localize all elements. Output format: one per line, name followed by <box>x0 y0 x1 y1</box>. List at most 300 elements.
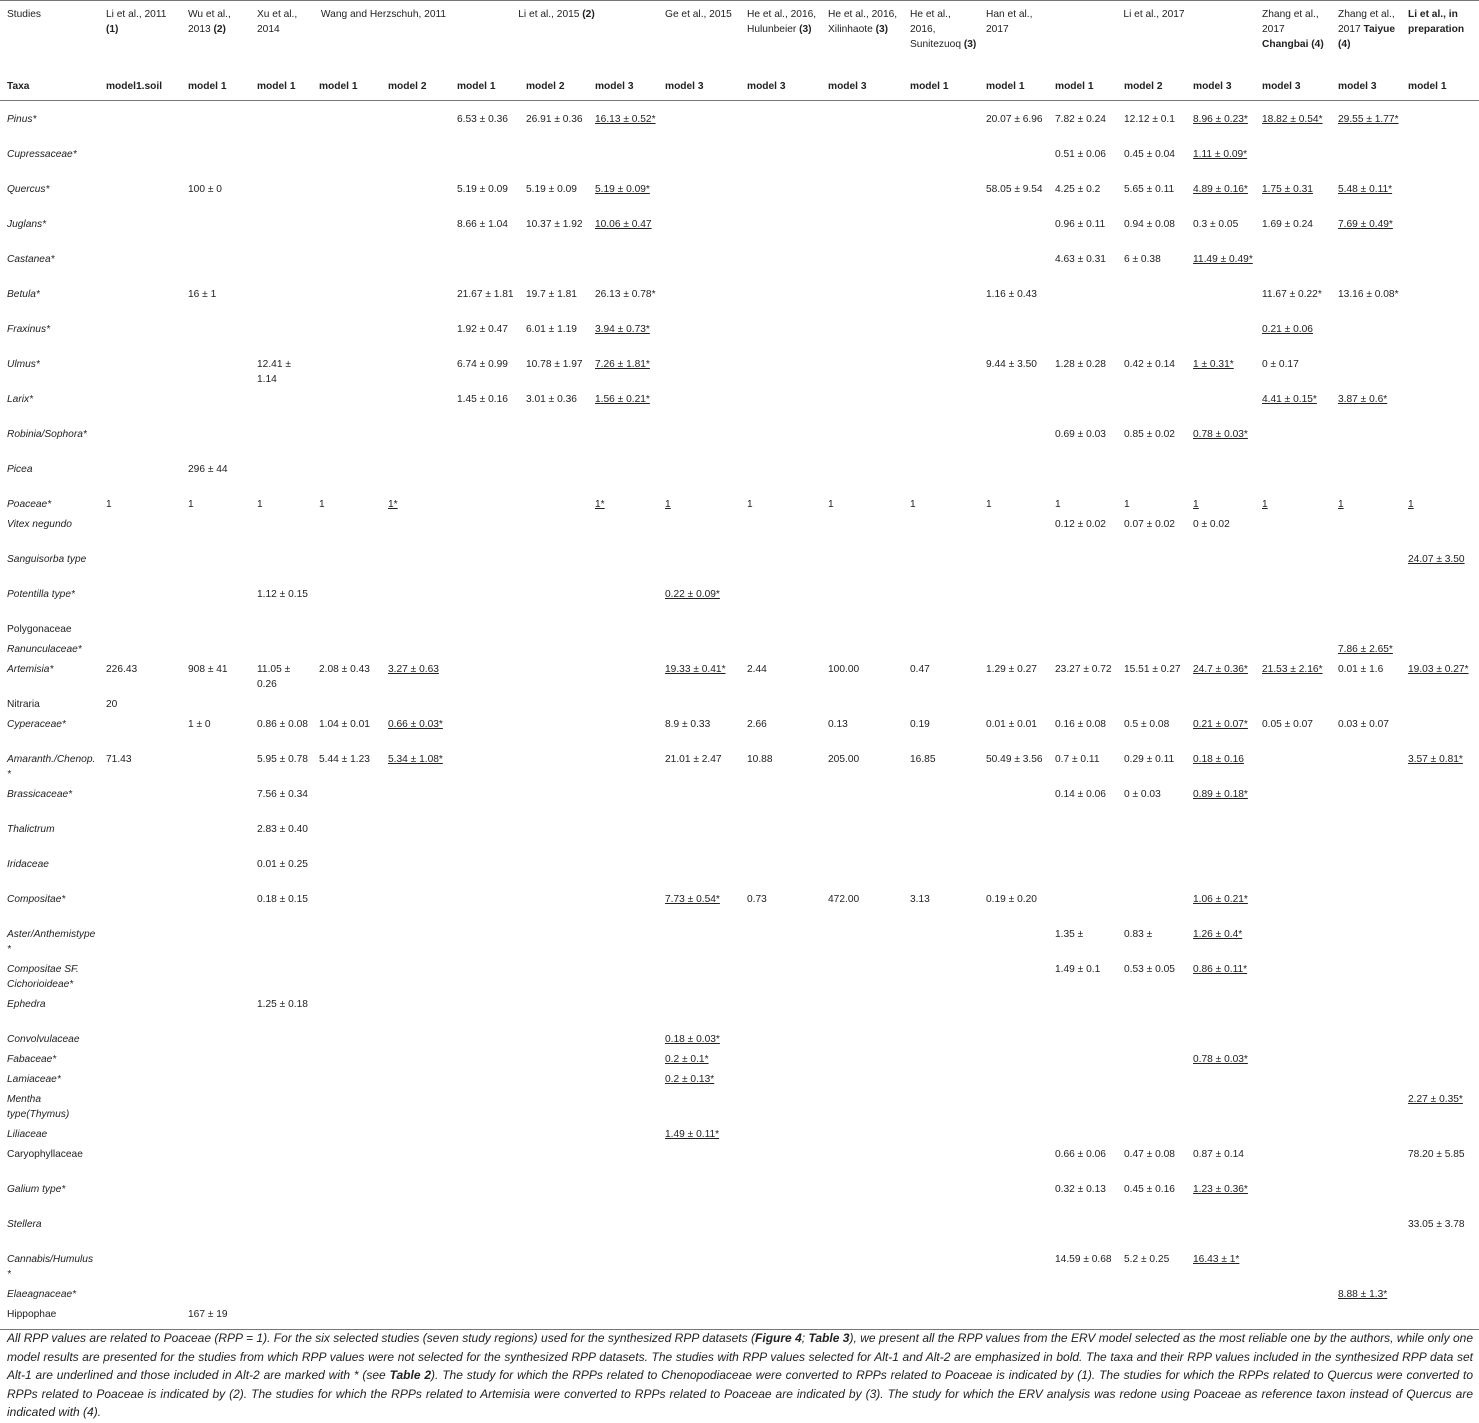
rpp-value <box>903 547 979 582</box>
rpp-value <box>1401 492 1479 512</box>
rpp-value-text: 1.06 ± 0.21* <box>1193 894 1248 905</box>
rpp-value <box>740 457 821 492</box>
rpp-value <box>903 1212 979 1247</box>
rpp-value <box>1401 142 1479 177</box>
rpp-value <box>450 1142 519 1177</box>
rpp-value <box>99 1212 181 1247</box>
rpp-value <box>658 352 740 387</box>
table-row <box>0 1047 1479 1067</box>
rpp-value <box>181 692 250 712</box>
rpp-value <box>1401 692 1479 712</box>
rpp-value <box>181 1047 250 1067</box>
rpp-value <box>99 387 181 422</box>
rpp-value-text: 1 <box>747 499 753 510</box>
rpp-value-text: 1 <box>319 499 325 510</box>
rpp-value <box>588 1247 658 1282</box>
rpp-value <box>312 101 381 143</box>
rpp-value <box>181 637 250 657</box>
rpp-value-text: 4.63 ± 0.31 <box>1055 254 1106 265</box>
rpp-value <box>979 637 1048 657</box>
rpp-value <box>381 747 450 782</box>
rpp-value <box>979 1047 1048 1067</box>
rpp-value <box>588 247 658 282</box>
rpp-value <box>312 352 381 387</box>
rpp-value <box>1401 922 1479 957</box>
rpp-value-text: 2.66 <box>747 719 767 730</box>
rpp-value <box>821 1177 903 1212</box>
taxon-name: Aster/Anthemistype* <box>7 929 96 955</box>
model-header: model 3 <box>1186 73 1255 101</box>
rpp-value <box>312 1282 381 1302</box>
rpp-value <box>181 1067 250 1087</box>
rpp-value <box>979 887 1048 922</box>
table-footnote: All RPP values are related to Poaceae (RPP = 1). For the six selected studies (seven study regions) used for the synthesized RPP datasets (Figure 4; Table 3), we present all the RPP values from the ERV model selected as the most reliable one by the authors, while only one model results are presented for the studies from which RPP values were not selected for the synthesized RPP datasets. The studies with RPP values selected for Alt-1 and Alt-2 are emphasized in bold. The taxa and their RPP values included in the synthesized RPP data set Alt-1 are underlined and those included in Alt-2 are marked with * (see Table 2). The study for which the RPPs related to Chenopodiaceae were converted to RPPs related to Poaceae is indicated by (1). The studies for which the RPPs related to Quercus were converted to RPPs related to Poaceae is indicated by (2). The studies for which the RPPs related to Artemisia were converted to RPPs related to Poaceae are indicated by (3). The study for which the ERV analysis was redone using Poaceae as reference taxon instead of Quercus are indicated with (4). <box>7 1331 1474 1420</box>
rpp-value <box>250 1282 312 1302</box>
rpp-value <box>519 1047 588 1067</box>
taxon-name: Larix* <box>7 394 34 405</box>
rpp-value-text: 0.13 <box>828 719 848 730</box>
rpp-value <box>1331 852 1401 887</box>
rpp-value <box>588 1047 658 1067</box>
rpp-value <box>519 582 588 617</box>
rpp-value <box>1048 352 1117 387</box>
rpp-value <box>903 1027 979 1047</box>
rpp-value <box>740 747 821 782</box>
rpp-value <box>1186 177 1255 212</box>
rpp-value <box>450 1212 519 1247</box>
rpp-value <box>519 992 588 1027</box>
rpp-value <box>1117 887 1186 922</box>
rpp-value <box>658 282 740 317</box>
rpp-value <box>979 617 1048 637</box>
study-header-group: Li et al., 2015 (2) <box>450 1 658 74</box>
rpp-value <box>1186 1247 1255 1282</box>
rpp-value-text: 4.25 ± 0.2 <box>1055 184 1101 195</box>
rpp-value-text: 18.82 ± 0.54* <box>1262 114 1323 125</box>
rpp-value <box>250 1142 312 1177</box>
rpp-value <box>312 547 381 582</box>
rpp-value <box>1255 387 1331 422</box>
rpp-value <box>99 1047 181 1067</box>
rpp-value <box>1186 782 1255 817</box>
rpp-value <box>450 492 519 512</box>
rpp-value <box>181 422 250 457</box>
rpp-value-text: 6.01 ± 1.19 <box>526 324 577 335</box>
rpp-value <box>1048 617 1117 637</box>
table-row <box>0 1122 1479 1142</box>
rpp-value <box>519 887 588 922</box>
rpp-value <box>1117 387 1186 422</box>
rpp-value <box>821 992 903 1027</box>
rpp-value <box>1331 492 1401 512</box>
rpp-value <box>181 142 250 177</box>
rpp-value <box>1186 282 1255 317</box>
rpp-value <box>312 212 381 247</box>
rpp-value <box>588 637 658 657</box>
rpp-value <box>181 1177 250 1212</box>
rpp-value <box>450 887 519 922</box>
rpp-value <box>381 492 450 512</box>
rpp-value <box>588 101 658 143</box>
rpp-value <box>1331 317 1401 352</box>
rpp-value <box>250 247 312 282</box>
rpp-value-text: 21.67 ± 1.81 <box>457 289 514 300</box>
rpp-value <box>740 1142 821 1177</box>
rpp-value-text: 7.56 ± 0.34 <box>257 789 308 800</box>
rpp-value <box>740 1212 821 1247</box>
rpp-value <box>1331 387 1401 422</box>
model-header: model 3 <box>1255 73 1331 101</box>
rpp-value <box>658 1302 740 1330</box>
rpp-value <box>821 817 903 852</box>
rpp-value <box>250 782 312 817</box>
model-header: model 3 <box>658 73 740 101</box>
rpp-value <box>250 1047 312 1067</box>
taxon-name: Vitex negundo <box>7 519 72 530</box>
rpp-value <box>1331 1122 1401 1142</box>
rpp-value <box>1117 457 1186 492</box>
rpp-value <box>1186 1122 1255 1142</box>
rpp-value <box>381 422 450 457</box>
rpp-value <box>250 852 312 887</box>
rpp-value <box>1401 957 1479 992</box>
rpp-value <box>1048 1122 1117 1142</box>
rpp-value-text: 11.05 ± 0.26 <box>257 664 291 690</box>
rpp-value <box>1401 1212 1479 1247</box>
rpp-value <box>450 512 519 547</box>
rpp-value <box>658 492 740 512</box>
rpp-value <box>903 1177 979 1212</box>
rpp-value <box>821 1087 903 1122</box>
rpp-value <box>99 582 181 617</box>
rpp-value <box>1048 457 1117 492</box>
rpp-value <box>1401 617 1479 637</box>
model-header: model 3 <box>1331 73 1401 101</box>
rpp-value <box>450 957 519 992</box>
rpp-value <box>979 922 1048 957</box>
rpp-value <box>181 317 250 352</box>
rpp-value <box>979 1087 1048 1122</box>
rpp-value <box>740 101 821 143</box>
rpp-value <box>1186 1177 1255 1212</box>
rpp-value <box>99 1027 181 1047</box>
rpp-value <box>979 992 1048 1027</box>
rpp-value <box>1331 352 1401 387</box>
table-row <box>0 492 1479 512</box>
rpp-value <box>1048 547 1117 582</box>
rpp-value <box>979 1177 1048 1212</box>
taxon-name: Mentha type(Thymus) <box>7 1094 70 1120</box>
rpp-value <box>658 692 740 712</box>
rpp-value <box>99 692 181 712</box>
rpp-value <box>1255 582 1331 617</box>
rpp-value <box>588 317 658 352</box>
rpp-value <box>99 317 181 352</box>
rpp-value <box>1255 712 1331 747</box>
rpp-value <box>821 101 903 143</box>
rpp-value <box>181 747 250 782</box>
rpp-value <box>381 922 450 957</box>
rpp-value <box>1401 282 1479 317</box>
rpp-value <box>1117 852 1186 887</box>
rpp-value <box>740 922 821 957</box>
rpp-value <box>381 1067 450 1087</box>
rpp-value <box>903 142 979 177</box>
rpp-value <box>381 212 450 247</box>
rpp-value <box>740 1177 821 1212</box>
rpp-value <box>1117 637 1186 657</box>
rpp-value <box>821 212 903 247</box>
rpp-value <box>381 457 450 492</box>
rpp-value <box>740 957 821 992</box>
rpp-value <box>588 492 658 512</box>
rpp-value <box>903 282 979 317</box>
rpp-value-text: 1 <box>1055 499 1061 510</box>
rpp-value <box>450 101 519 143</box>
rpp-value <box>740 1087 821 1122</box>
table-row <box>0 582 1479 617</box>
rpp-value-text: 7.86 ± 2.65* <box>1338 644 1393 655</box>
rpp-value <box>181 817 250 852</box>
rpp-value <box>740 317 821 352</box>
rpp-value <box>312 1177 381 1212</box>
rpp-value-text: 0.83 ± <box>1124 929 1153 940</box>
rpp-value <box>1117 177 1186 212</box>
table-row <box>0 852 1479 887</box>
rpp-value <box>903 1142 979 1177</box>
rpp-value <box>312 747 381 782</box>
rpp-value <box>250 712 312 747</box>
rpp-value <box>1186 247 1255 282</box>
rpp-value <box>312 247 381 282</box>
rpp-value-text: 0.51 ± 0.06 <box>1055 149 1106 160</box>
rpp-value <box>381 1087 450 1122</box>
rpp-value <box>903 852 979 887</box>
rpp-value-text: 5.19 ± 0.09 <box>457 184 508 195</box>
rpp-value-text: 3.27 ± 0.63 <box>388 664 439 675</box>
rpp-value <box>312 422 381 457</box>
rpp-value <box>588 352 658 387</box>
rpp-value <box>250 957 312 992</box>
rpp-value-text: 1 <box>1338 499 1344 510</box>
rpp-value <box>1255 887 1331 922</box>
rpp-value <box>1401 1302 1479 1330</box>
rpp-value <box>1255 1282 1331 1302</box>
rpp-value <box>1048 212 1117 247</box>
taxa-label: Taxa <box>0 73 99 101</box>
rpp-value <box>1401 512 1479 547</box>
rpp-value <box>903 657 979 692</box>
rpp-value <box>312 817 381 852</box>
rpp-table-body <box>0 101 1479 1330</box>
rpp-value <box>821 747 903 782</box>
rpp-value-text: 19.33 ± 0.41* <box>665 664 726 675</box>
rpp-value <box>588 817 658 852</box>
rpp-value <box>588 282 658 317</box>
rpp-value-text: 908 ± 41 <box>188 664 228 675</box>
rpp-value <box>903 957 979 992</box>
rpp-value <box>1255 1087 1331 1122</box>
rpp-value <box>740 992 821 1027</box>
rpp-value <box>250 457 312 492</box>
rpp-value <box>181 101 250 143</box>
table-row <box>0 657 1479 692</box>
rpp-value <box>740 852 821 887</box>
rpp-value <box>740 692 821 712</box>
rpp-value <box>99 782 181 817</box>
rpp-value-text: 0.7 ± 0.11 <box>1055 754 1100 765</box>
rpp-value-text: 1.29 ± 0.27 <box>986 664 1037 675</box>
rpp-value-text: 5.65 ± 0.11 <box>1124 184 1175 195</box>
rpp-value <box>312 387 381 422</box>
taxon-name: Sanguisorba type <box>7 554 87 565</box>
rpp-value <box>312 1047 381 1067</box>
rpp-value <box>658 957 740 992</box>
rpp-value <box>1401 457 1479 492</box>
rpp-value-text: 6.74 ± 0.99 <box>457 359 508 370</box>
rpp-value <box>1117 1282 1186 1302</box>
rpp-value <box>903 1282 979 1302</box>
rpp-value-text: 3.87 ± 0.6* <box>1338 394 1388 405</box>
rpp-value <box>1048 852 1117 887</box>
table-row <box>0 247 1479 282</box>
rpp-value <box>250 617 312 637</box>
rpp-value <box>1048 1302 1117 1330</box>
rpp-value <box>450 212 519 247</box>
rpp-value-text: 10.37 ± 1.92 <box>526 219 583 230</box>
rpp-value <box>1331 887 1401 922</box>
rpp-value <box>519 547 588 582</box>
rpp-value <box>1186 1087 1255 1122</box>
rpp-value <box>1255 1122 1331 1142</box>
rpp-value-text: 0.2 ± 0.1* <box>665 1054 709 1065</box>
rpp-value <box>588 212 658 247</box>
model-header: model 1 <box>312 73 381 101</box>
rpp-value-text: 1.26 ± 0.4* <box>1193 929 1243 940</box>
rpp-value-text: 26.91 ± 0.36 <box>526 114 583 125</box>
rpp-value-text: 0.78 ± 0.03* <box>1193 429 1248 440</box>
taxon-name: Galium type* <box>7 1184 66 1195</box>
rpp-value <box>658 1142 740 1177</box>
study-header: He et al., 2016, Xilinhaote (3) <box>828 9 898 35</box>
rpp-value <box>450 582 519 617</box>
rpp-value-text: 7.26 ± 1.81* <box>595 359 650 370</box>
rpp-value <box>519 782 588 817</box>
rpp-value <box>821 1302 903 1330</box>
rpp-value <box>1401 1247 1479 1282</box>
rpp-value-text: 0.66 ± 0.06 <box>1055 1149 1106 1160</box>
rpp-value <box>740 617 821 637</box>
rpp-value <box>1331 582 1401 617</box>
rpp-value <box>381 1142 450 1177</box>
rpp-value-text: 1.25 ± 0.18 <box>257 999 308 1010</box>
rpp-value-text: 8.96 ± 0.23* <box>1193 114 1248 125</box>
rpp-value-text: 1 ± 0 <box>188 719 211 730</box>
rpp-value-text: 5.95 ± 0.78 <box>257 754 308 765</box>
rpp-value <box>1401 582 1479 617</box>
taxon-name: Ulmus* <box>7 359 40 370</box>
rpp-value <box>903 817 979 852</box>
rpp-value <box>979 657 1048 692</box>
taxon-name: Thalictrum <box>7 824 55 835</box>
rpp-value <box>450 317 519 352</box>
rpp-value <box>312 1087 381 1122</box>
rpp-value-text: 19.03 ± 0.27* <box>1408 664 1469 675</box>
rpp-value <box>588 712 658 747</box>
rpp-value <box>312 282 381 317</box>
rpp-value-text: 100.00 <box>828 664 860 675</box>
rpp-value-text: 0 ± 0.02 <box>1193 519 1230 530</box>
rpp-value <box>381 782 450 817</box>
rpp-value <box>99 282 181 317</box>
rpp-value <box>181 1122 250 1142</box>
rpp-value-text: 7.69 ± 0.49* <box>1338 219 1393 230</box>
table-row <box>0 457 1479 492</box>
rpp-value <box>519 637 588 657</box>
rpp-value <box>903 1047 979 1067</box>
rpp-value-text: 1.35 ± <box>1055 929 1084 940</box>
rpp-value-text: 5.48 ± 0.11* <box>1338 184 1393 195</box>
rpp-value <box>312 1027 381 1047</box>
rpp-value <box>1255 177 1331 212</box>
rpp-value <box>588 692 658 712</box>
rpp-value <box>181 387 250 422</box>
rpp-value <box>979 177 1048 212</box>
rpp-value-text: 0.03 ± 0.07 <box>1338 719 1389 730</box>
rpp-value-text: 7.73 ± 0.54* <box>665 894 720 905</box>
rpp-value <box>1048 657 1117 692</box>
rpp-value-text: 1.56 ± 0.21* <box>595 394 650 405</box>
rpp-value <box>658 142 740 177</box>
table-row <box>0 317 1479 352</box>
rpp-value-text: 11.67 ± 0.22* <box>1262 289 1322 300</box>
rpp-value <box>1117 422 1186 457</box>
rpp-value <box>181 212 250 247</box>
rpp-value-text: 0 ± 0.03 <box>1124 789 1161 800</box>
rpp-value <box>99 247 181 282</box>
rpp-value <box>588 547 658 582</box>
rpp-value-text: 0.32 ± 0.13 <box>1055 1184 1106 1195</box>
rpp-value <box>1048 177 1117 212</box>
rpp-value <box>519 1122 588 1142</box>
model-header: model 1 <box>250 73 312 101</box>
rpp-value <box>903 922 979 957</box>
rpp-value <box>381 657 450 692</box>
taxon-name: Cyperaceae* <box>7 719 66 730</box>
rpp-value <box>979 957 1048 992</box>
table-row <box>0 1067 1479 1087</box>
rpp-value-text: 1.16 ± 0.43 <box>986 289 1037 300</box>
rpp-value-text: 26.13 ± 0.78* <box>595 289 656 300</box>
rpp-value <box>979 317 1048 352</box>
table-row <box>0 922 1479 957</box>
rpp-value <box>1255 657 1331 692</box>
rpp-value <box>1401 352 1479 387</box>
rpp-value <box>1186 1142 1255 1177</box>
rpp-value <box>1255 957 1331 992</box>
rpp-value <box>1255 422 1331 457</box>
rpp-value <box>979 142 1048 177</box>
rpp-value <box>658 1122 740 1142</box>
rpp-value-text: 0.01 ± 0.25 <box>257 859 308 870</box>
rpp-value <box>99 887 181 922</box>
rpp-value <box>181 177 250 212</box>
rpp-value <box>1186 852 1255 887</box>
rpp-value-text: 0.73 <box>747 894 767 905</box>
rpp-value <box>381 1177 450 1212</box>
taxon-name: Liliaceae <box>7 1129 48 1140</box>
rpp-value <box>658 387 740 422</box>
